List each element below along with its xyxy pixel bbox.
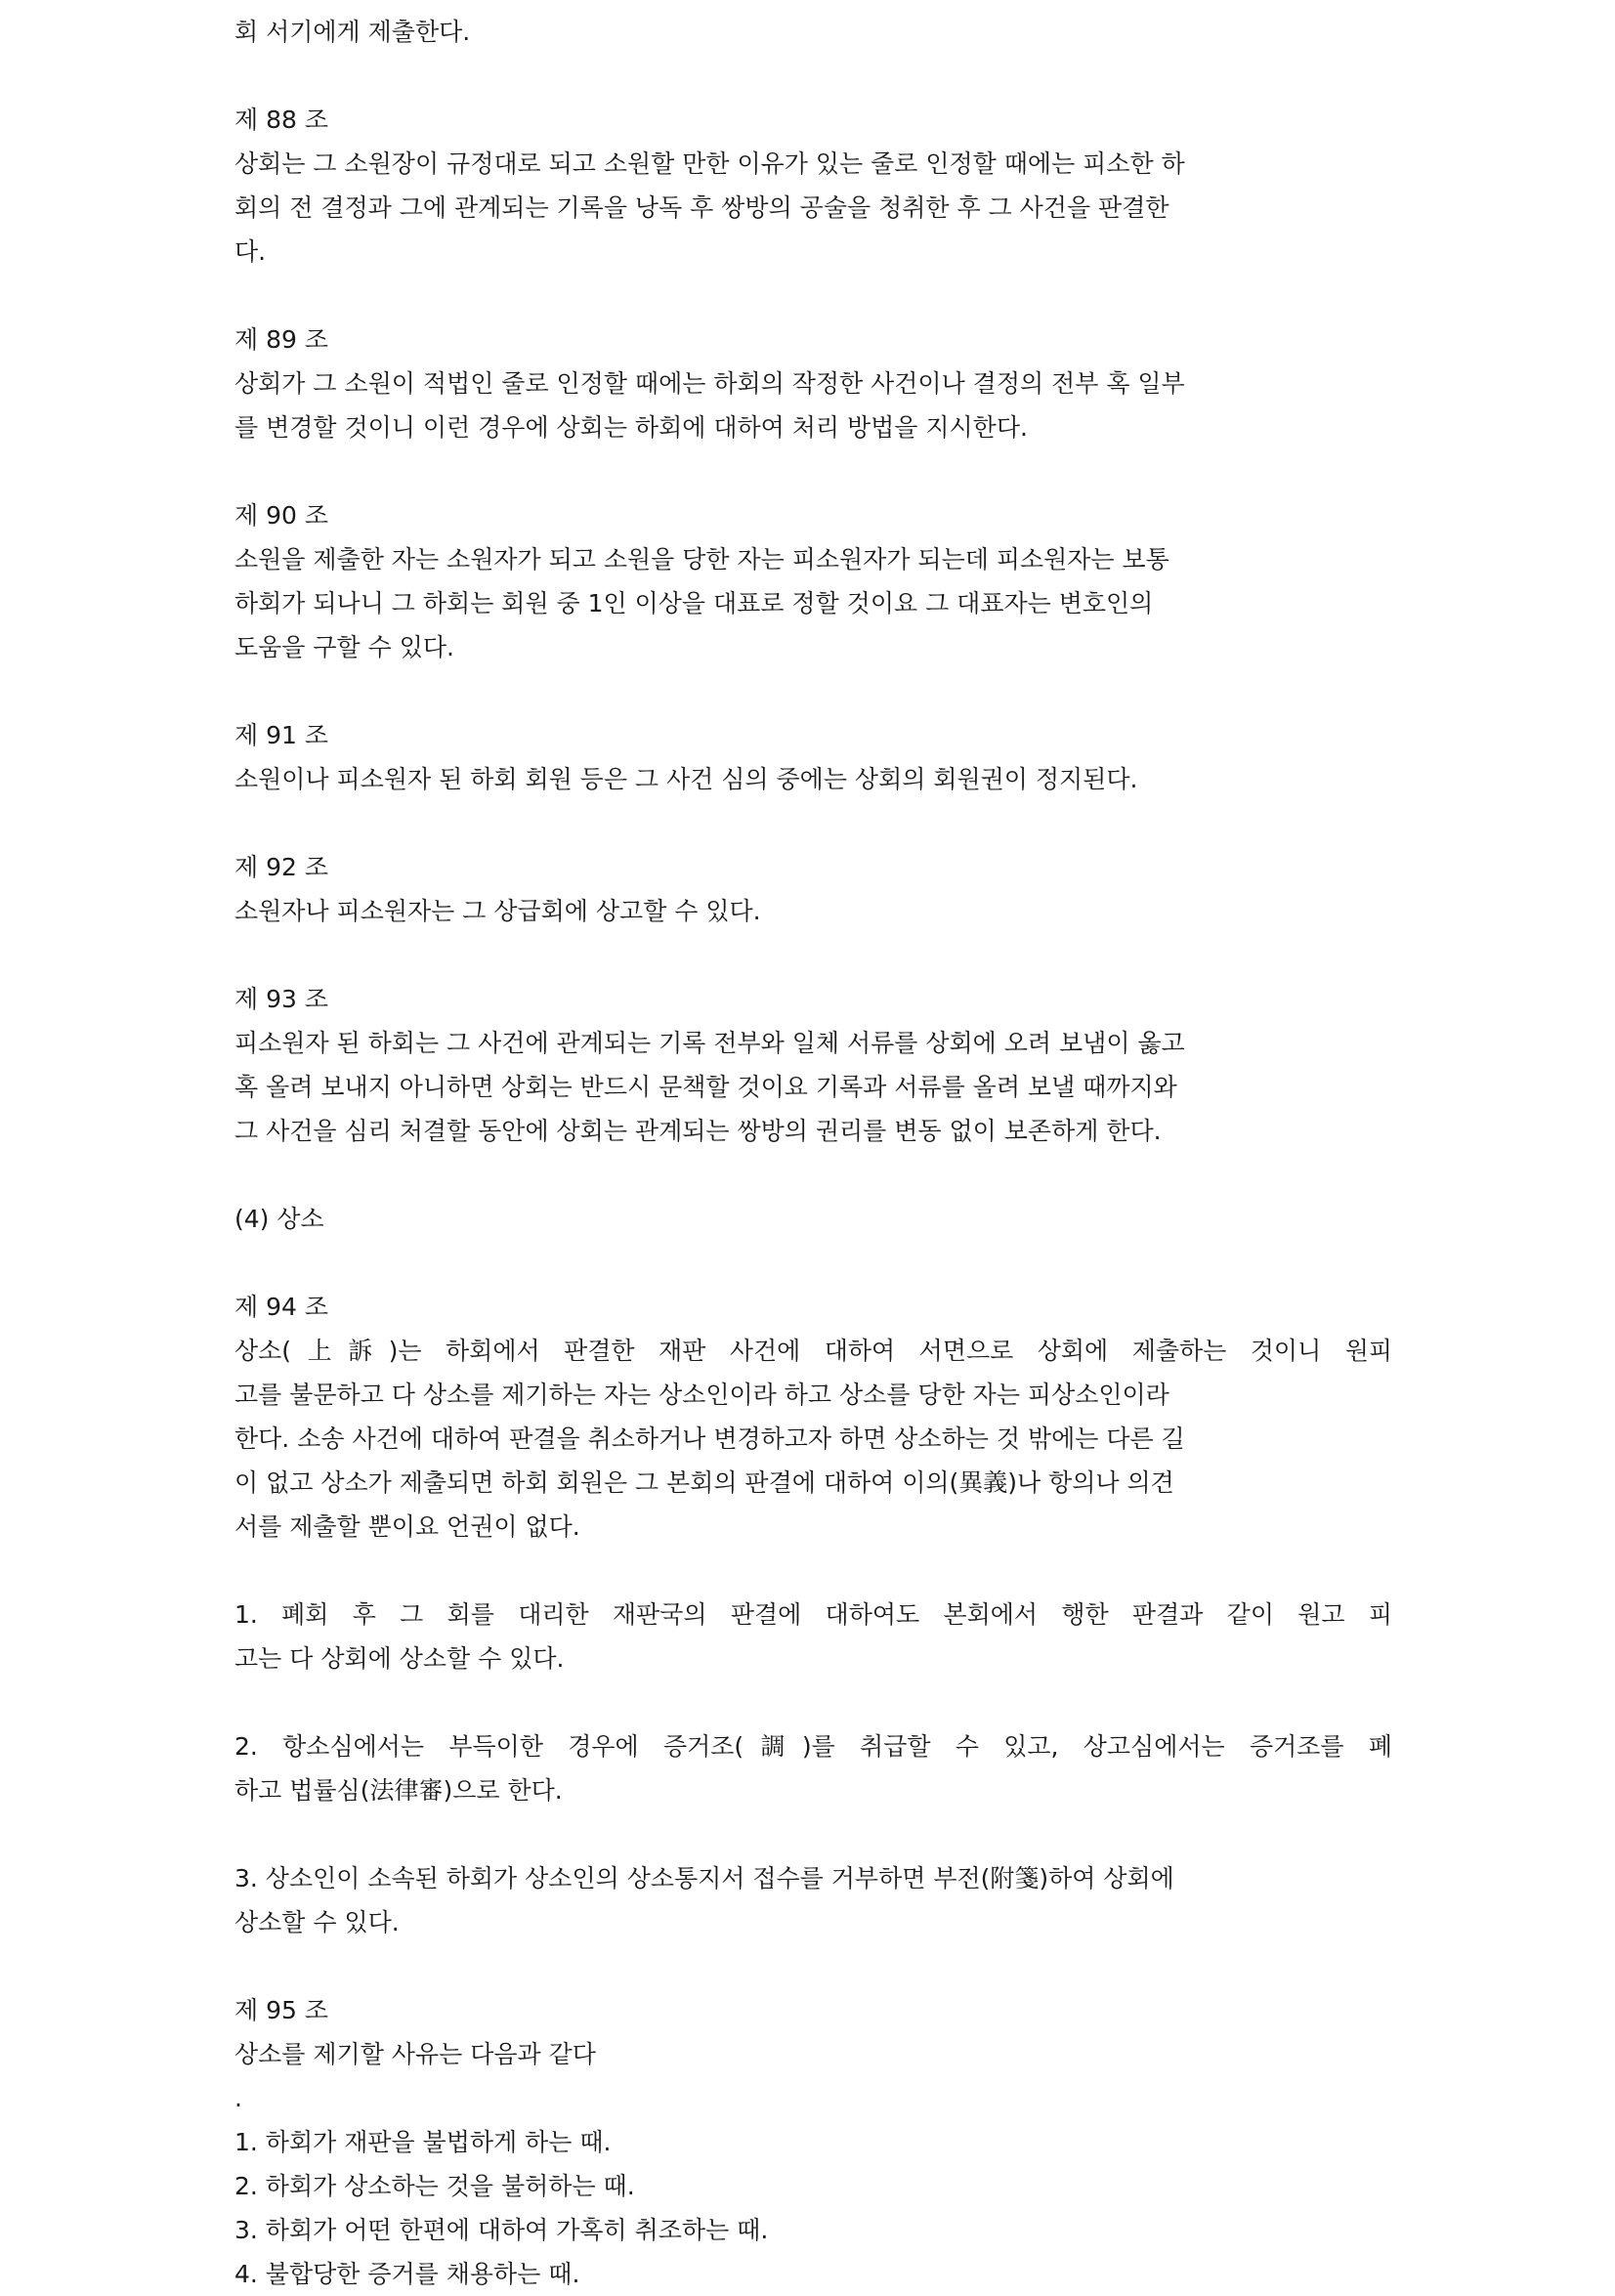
paragraph (234, 142, 1392, 274)
text-line: 상소(上訴)는 하회에서 판결한 재판 사건에 대하여 서면으로 상회에 제출하는 것이니 원피 (234, 1337, 1392, 1365)
text-line: . (234, 2084, 242, 2112)
text-line: 상소할 수 있다. (234, 1908, 400, 1936)
text-line: 서를 제출할 뿐이요 언권이 없다. (234, 1512, 580, 1541)
article-heading: 제 90 조 (234, 501, 329, 530)
paragraph (234, 1329, 1392, 1549)
paragraph (234, 1593, 1392, 1680)
text-line: 도움을 구할 수 있다. (234, 633, 454, 661)
text-line: 1. 하회가 재판을 불법하게 하는 때. (234, 2128, 612, 2156)
paragraph (234, 361, 1392, 449)
paragraph-spacer (234, 1680, 1392, 1724)
text-line: 피소원자 된 하회는 그 사건에 관계되는 기록 전부와 일체 서류를 상회에 오려 보냄이 옳고 (234, 1029, 1185, 1057)
text-line: 상회는 그 소원장이 규정대로 되고 소원할 만한 이유가 있는 줄로 인정할 때에는 피소한 하 (234, 149, 1185, 178)
text-line: 회 서기에게 제출한다. (234, 18, 471, 46)
article-heading: 제 92 조 (234, 853, 329, 881)
article-heading: 제 91 조 (234, 721, 329, 749)
text-line: 그 사건을 심리 처결할 동안에 상회는 관계되는 쌍방의 권리를 변동 없이 보존하게 한다. (234, 1117, 1162, 1145)
paragraph-spacer (234, 669, 1392, 713)
paragraph (234, 1724, 1392, 1812)
article-heading: 제 94 조 (234, 1293, 329, 1321)
text-line: 2. 항소심에서는 부득이한 경우에 증거조(調)를 취급할 수 있고, 상고심에서는 증거조를 폐 (234, 1732, 1392, 1761)
text-line: 소원자나 피소원자는 그 상급회에 상고할 수 있다. (234, 897, 761, 925)
paragraph-spacer (234, 933, 1392, 977)
text-line: 상회가 그 소원이 적법인 줄로 인정할 때에는 하회의 작정한 사건이나 결정의 전부 혹 일부 (234, 369, 1185, 398)
text-line: 1. 폐회 후 그 회를 대리한 재판국의 판결에 대하여도 본회에서 행한 판결과 같이 원고 피 (234, 1600, 1392, 1629)
paragraph-spacer (234, 1944, 1392, 1988)
text-line: 다. (234, 237, 267, 266)
paragraph (234, 1856, 1392, 1944)
text-line: 한다. 소송 사건에 대하여 판결을 취소하거나 변경하고자 하면 상소하는 것 밖에는 다른 길 (234, 1424, 1185, 1453)
text-line: 이 없고 상소가 제출되면 하회 회원은 그 본회의 판결에 대하여 이의(異義)나 항의나 의견 (234, 1468, 1174, 1497)
paragraph (234, 889, 1392, 933)
text-line: 하회가 되나니 그 하회는 회원 중 1인 이상을 대표로 정할 것이요 그 대표자는 변호인의 (234, 589, 1154, 617)
text-line: 상소를 제기할 사유는 다음과 같다 (234, 2040, 596, 2068)
article-heading: 제 88 조 (234, 106, 329, 134)
paragraph-spacer (234, 1549, 1392, 1593)
paragraph (234, 1021, 1392, 1153)
text-line: 하고 법률심(法律審)으로 한다. (234, 1776, 563, 1805)
text-line: 고를 불문하고 다 상소를 제기하는 자는 상소인이라 하고 상소를 당한 자는 피상소인이라 (234, 1381, 1169, 1409)
paragraph-spacer (234, 449, 1392, 493)
paragraph-spacer (234, 54, 1392, 98)
paragraph-spacer (234, 1241, 1392, 1285)
text-line: 4. 불합당한 증거를 채용하는 때. (234, 2260, 580, 2288)
text-line: 혹 올려 보내지 아니하면 상회는 반드시 문책할 것이요 기록과 서류를 올려 보낼 때까지와 (234, 1073, 1177, 1101)
article-heading: 제 89 조 (234, 325, 329, 354)
article-heading: 제 95 조 (234, 1996, 329, 2024)
paragraph (234, 10, 1392, 54)
text-line: 고는 다 상회에 상소할 수 있다. (234, 1644, 565, 1673)
paragraph-spacer (234, 274, 1392, 318)
text-line: 소원을 제출한 자는 소원자가 되고 소원을 당한 자는 피소원자가 되는데 피소원자는 보통 (234, 545, 1169, 574)
paragraph-spacer (234, 1812, 1392, 1856)
text-line: 를 변경할 것이니 이런 경우에 상회는 하회에 대하여 처리 방법을 지시한다. (234, 413, 1028, 442)
text-line: 소원이나 피소원자 된 하회 회원 등은 그 사건 심의 중에는 상회의 회원권이 정지된다. (234, 765, 1138, 793)
text-line: 3. 하회가 어떤 한편에 대하여 가혹히 취조하는 때. (234, 2216, 769, 2244)
text-line: 회의 전 결정과 그에 관계되는 기록을 낭독 후 쌍방의 공술을 청취한 후 그 사건을 판결한 (234, 193, 1169, 222)
document-page (234, 10, 1392, 2296)
paragraph (234, 2032, 1392, 2296)
paragraph (234, 537, 1392, 669)
paragraph (234, 757, 1392, 801)
text-line: 2. 하회가 상소하는 것을 불허하는 때. (234, 2172, 635, 2200)
text-line: 3. 상소인이 소속된 하회가 상소인의 상소통지서 접수를 거부하면 부전(附箋)하여 상회에 (234, 1864, 1174, 1892)
article-heading: 제 93 조 (234, 985, 329, 1013)
paragraph-spacer (234, 1153, 1392, 1197)
article-heading: (4) 상소 (234, 1205, 324, 1233)
paragraph-spacer (234, 801, 1392, 845)
